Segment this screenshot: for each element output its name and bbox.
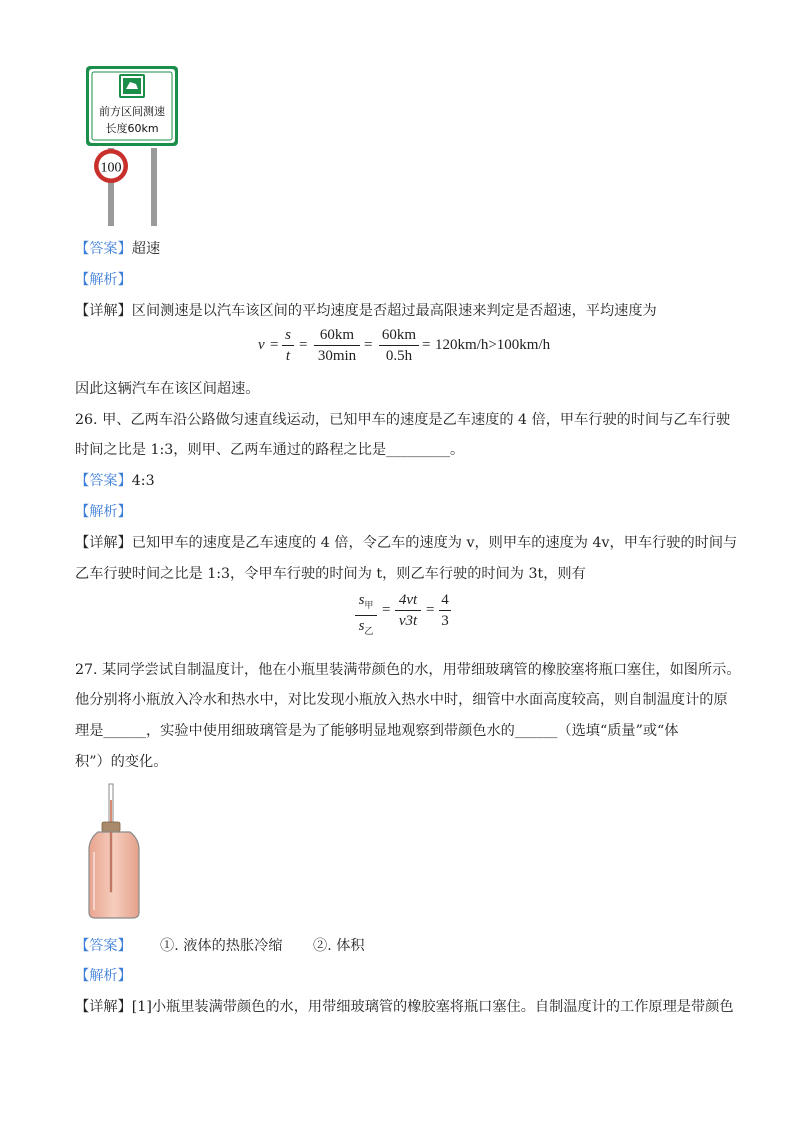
formula-eq: = — [422, 337, 431, 353]
detail-text: 已知甲车的速度是乙车速度的 4 倍，令乙车的速度为 v，则甲车的速度为 4v，甲车行驶的时间与 — [131, 535, 738, 551]
q27-detail-line1 — [75, 997, 734, 1017]
frac-den: 3 — [441, 613, 449, 629]
frac-num-sub: 甲 — [364, 600, 374, 610]
frac-den: 30min — [317, 348, 357, 364]
frac-4-3 — [439, 591, 451, 630]
answer-label: 【答案】 — [75, 241, 132, 257]
formula-eq: = — [299, 337, 308, 353]
formula-eq: = — [364, 337, 373, 353]
answer-text: 超速 — [131, 241, 161, 257]
sign-pole-right — [151, 148, 157, 226]
q25-answer — [75, 239, 160, 259]
frac-s-ratio — [355, 591, 377, 640]
answer-1: ①. 液体的热胀冷缩 — [160, 938, 283, 954]
detail-label: 【详解】 — [75, 999, 132, 1015]
frac-den: 0.5h — [385, 348, 413, 364]
frac-4vt-v3t — [395, 591, 421, 630]
answer-label: 【答案】 — [75, 473, 132, 489]
formula-v: v — [258, 337, 265, 353]
detail-text: 区间测速是以汽车该区间的平均速度是否超过最高限速来判定是否超速，平均速度为 — [131, 303, 657, 319]
q26-question-line1: 26. 甲、乙两车沿公路做匀速直线运动，已知甲车的速度是乙车速度的 4 倍，甲车行驶的时间与乙车行驶 — [75, 412, 731, 428]
bottle-thermometer-figure — [84, 782, 144, 922]
detail-label: 【详解】 — [75, 535, 132, 551]
q27-analysis — [75, 966, 132, 986]
bottle — [89, 832, 139, 918]
analysis-label: 【解析】 — [75, 968, 132, 984]
q27-question-line2: 他分别将小瓶放入冷水和热水中，对比发现小瓶放入热水中时，细管中水面高度较高，则自制温度计的原 — [75, 692, 728, 708]
analysis-label: 【解析】 — [75, 504, 132, 520]
answer-text: 4:3 — [131, 473, 155, 489]
q25-analysis — [75, 270, 132, 290]
frac-den: s — [358, 618, 365, 634]
formula-eq: = — [426, 602, 435, 618]
speed-limit-value: 100 — [100, 160, 122, 176]
formula-eq: = — [270, 337, 279, 353]
q25-conclusion: 因此这辆汽车在该区间超速。 — [75, 381, 260, 397]
speed-zone-sign-figure — [80, 62, 190, 228]
frac-num: 4vt — [398, 592, 418, 608]
frac-den-sub: 乙 — [364, 626, 374, 636]
frac-num: 4 — [441, 592, 449, 608]
q26-detail-line2: 乙车行驶时间之比是 1:3，令甲车行驶的时间为 t，则乙车行驶的时间为 3t，则有 — [75, 566, 586, 582]
answer-2: ②. 体积 — [313, 938, 365, 954]
detail-label: 【详解】 — [75, 303, 132, 319]
q27-answer — [75, 936, 365, 956]
frac-den: v3t — [398, 613, 418, 629]
detail-text: [1]小瓶里装满带颜色的水，用带细玻璃管的橡胶塞将瓶口塞住。自制温度计的工作原理是带颜色 — [131, 999, 734, 1015]
q26-answer — [75, 471, 155, 491]
q27-question-line1: 27. 某同学尝试自制温度计，他在小瓶里装满带颜色的水，用带细玻璃管的橡胶塞将瓶口塞住，如图所示。 — [75, 662, 741, 678]
formula-result: 120km/h>100km/h — [435, 337, 551, 353]
answer-label: 【答案】 — [75, 938, 132, 954]
q26-detail-line1 — [75, 533, 737, 553]
frac-num: s — [285, 327, 291, 343]
frac-num: 60km — [319, 327, 355, 343]
formula-eq: = — [382, 602, 391, 618]
q26-question-line2: 时间之比是 1:3，则甲、乙两车通过的路程之比是_________。 — [75, 442, 465, 458]
frac-num: s — [358, 592, 365, 608]
camera-icon — [119, 74, 145, 98]
q26-analysis — [75, 502, 132, 522]
sign-text-line2: 长度60km — [105, 122, 159, 135]
analysis-label: 【解析】 — [75, 272, 132, 288]
frac-den: t — [285, 348, 291, 364]
q27-question-line4: 积”）的变化。 — [75, 754, 168, 770]
frac-60km-30min — [314, 326, 360, 365]
frac-60km-0.5h — [379, 326, 419, 365]
sign-text-line1: 前方区间测速 — [99, 105, 165, 118]
frac-s-over-t — [282, 326, 294, 365]
frac-num: 60km — [381, 327, 417, 343]
q27-question-line3: 理是______，实验中使用细玻璃管是为了能够明显地观察到带颜色水的______（选填“质量”或“体 — [75, 723, 679, 739]
rubber-stopper — [102, 822, 120, 832]
q25-detail — [75, 301, 657, 321]
